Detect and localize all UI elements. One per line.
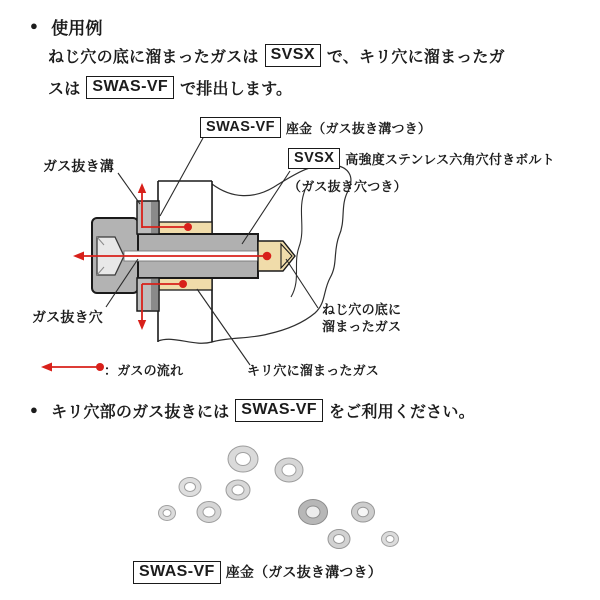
bolt-callout-desc2: （ガス抜き穴つき） (288, 179, 407, 194)
washer-item (159, 506, 176, 521)
washer-item (179, 478, 201, 497)
legend-arrow (41, 363, 104, 372)
usage-example-title: 使用例 (51, 19, 103, 38)
sentence-text: ねじ穴の底に溜まったガスは (48, 49, 259, 66)
washer-note-line (30, 399, 475, 422)
legend-label: ：ガスの流れ (104, 363, 184, 378)
bullet-icon: ● (30, 402, 39, 417)
sentence-text: で、キリ穴に溜まったガ (326, 49, 505, 66)
bullet-icon: ● (30, 18, 39, 33)
washer-item (226, 480, 250, 500)
washer-item (197, 502, 221, 523)
usage-sentence-line1 (48, 44, 505, 67)
groove-label: ガス抜き溝 (43, 158, 114, 174)
washer-item (352, 502, 375, 522)
thread-gas-label-line1: ねじ穴の底に (322, 302, 402, 317)
part-number-swas-vf: SWAS-VF (200, 117, 281, 138)
washer-callout-desc: 座金（ガス抜き溝つき） (285, 120, 432, 136)
washer-item (299, 500, 328, 525)
note-text: キリ穴部のガス抜きには (51, 404, 230, 421)
part-number-swas-vf: SWAS-VF (235, 399, 323, 422)
part-number-swas-vf: SWAS-VF (86, 76, 174, 99)
photo-caption-desc: 座金（ガス抜き溝つき） (225, 564, 382, 581)
usage-example-heading (30, 14, 103, 39)
bolt-callout-desc: 高強度ステンレス六角穴付きボルト (345, 151, 555, 167)
photo-caption (133, 561, 382, 584)
thread-gas-label (322, 301, 401, 335)
part-number-svsx: SVSX (265, 44, 321, 67)
thread-gas-label-line2: 溜まったガス (322, 319, 402, 334)
washer-item (328, 530, 350, 549)
part-number-swas-vf: SWAS-VF (133, 561, 221, 584)
washer-item (275, 458, 303, 482)
washer-callout (200, 117, 431, 138)
part-number-svsx: SVSX (288, 148, 340, 169)
sentence-text: スは (48, 81, 81, 98)
usage-sentence-line2 (48, 76, 292, 99)
vent-hole-label: ガス抜き穴 (32, 309, 103, 325)
washers-photo (159, 446, 399, 549)
bolt-callout (288, 148, 555, 169)
sentence-text: で排出します。 (180, 81, 293, 98)
drill-gas-label: キリ穴に溜まったガス (247, 363, 380, 378)
note-text: をご利用ください。 (328, 404, 475, 421)
washer-item (382, 532, 399, 547)
washer-item (228, 446, 258, 472)
